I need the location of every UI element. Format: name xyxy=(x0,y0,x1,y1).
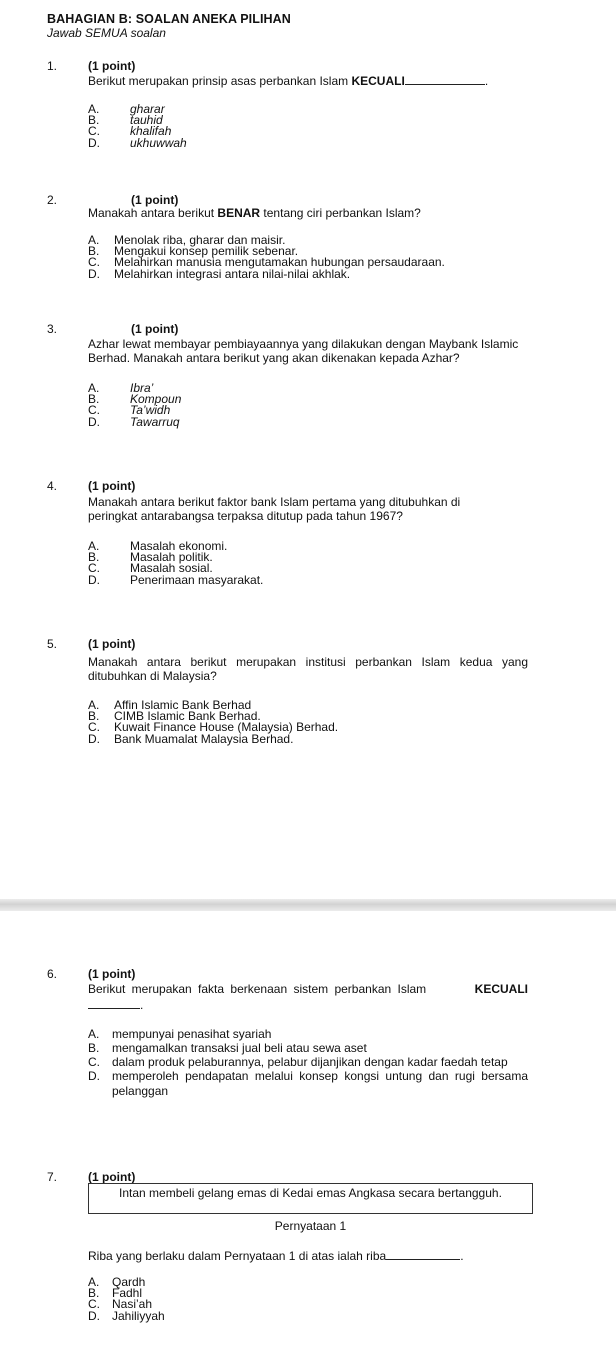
options-list xyxy=(88,104,187,149)
option-letter: A. xyxy=(88,233,100,247)
option-letter: A. xyxy=(88,1027,100,1041)
option-text: Jahiliyyah xyxy=(112,1308,165,1323)
option-b[interactable] xyxy=(88,1041,528,1055)
question-stem: Manakah antara berikut merupakan institusi perbankan Islam kedua yang ditubuhkan di Malaysia? xyxy=(88,655,528,684)
question-stem xyxy=(88,74,558,88)
option-letter: D. xyxy=(88,135,100,150)
question-number: 6. xyxy=(47,967,58,981)
option-letter: A. xyxy=(88,698,100,712)
option-text: Nasi’ah xyxy=(112,1297,153,1312)
stem-end: . xyxy=(484,74,489,88)
question-stem xyxy=(88,982,528,1012)
options-list xyxy=(88,1277,165,1322)
option-text: Ta’widh xyxy=(130,403,171,418)
question-points: (1 point) xyxy=(88,637,136,651)
option-letter: C. xyxy=(88,403,100,418)
option-text: Masalah sosial. xyxy=(130,561,213,576)
option-text: Masalah ekonomi. xyxy=(130,539,228,553)
option-letter: D. xyxy=(88,266,100,281)
option-text: ukhuwwah xyxy=(130,135,187,150)
option-letter: B. xyxy=(88,1286,100,1301)
option-d[interactable] xyxy=(88,135,187,150)
option-text: Melahirkan integrasi antara nilai-nilai akhlak. xyxy=(114,266,351,281)
option-text: khalifah xyxy=(130,124,172,139)
options-list xyxy=(88,383,181,428)
option-text: Melahirkan manusia mengutamakan hubungan persaudaraan. xyxy=(114,255,445,270)
option-letter: A. xyxy=(88,1275,100,1289)
stem-emphasis: BENAR xyxy=(217,206,261,220)
option-text: memperoleh pendapatan melalui konsep kongsi untung dan rugi bersama pelanggan xyxy=(112,1069,528,1098)
options-list xyxy=(88,1027,528,1098)
option-d[interactable] xyxy=(88,1069,528,1097)
option-text: dalam produk pelaburannya, pelabur dijanjikan dengan kadar faedah tetap xyxy=(112,1055,508,1070)
option-letter: A. xyxy=(88,539,100,553)
option-letter: C. xyxy=(88,1297,100,1312)
option-c[interactable] xyxy=(88,1055,528,1069)
answer-blank xyxy=(386,1258,460,1260)
question-number: 5. xyxy=(47,637,58,651)
option-letter: C. xyxy=(88,255,100,270)
question-points: (1 point) xyxy=(88,1170,136,1184)
option-text: Ibra’ xyxy=(130,381,154,395)
question-number: 7. xyxy=(47,1170,58,1184)
section-title: BAHAGIAN B: SOALAN ANEKA PILIHAN xyxy=(47,12,291,26)
page-divider xyxy=(0,899,616,911)
option-d[interactable] xyxy=(88,414,181,429)
stem-end: . xyxy=(140,998,144,1013)
stem-text: Berikut merupakan fakta berkenaan sistem perbankan Islam xyxy=(88,982,427,996)
option-letter: B. xyxy=(88,1041,100,1056)
option-text: Bank Muamalat Malaysia Berhad. xyxy=(114,731,294,746)
question-stem: Azhar lewat membayar pembiayaannya yang dilakukan dengan Maybank Islamic Berhad. Manakah antara berikut yang akan dikenakan kepada Azhar? xyxy=(88,337,519,366)
option-text: Penerimaan masyarakat. xyxy=(130,572,264,587)
options-list xyxy=(88,235,445,280)
stem-text: Berikut merupakan prinsip asas perbankan Islam xyxy=(88,74,352,88)
option-text: Qardh xyxy=(112,1275,146,1289)
statement-text: Intan membeli gelang emas di Kedai emas Angkasa secara bertangguh. xyxy=(119,1186,502,1200)
option-letter: D. xyxy=(88,1308,100,1323)
option-text: tauhid xyxy=(130,113,163,128)
option-letter: B. xyxy=(88,392,100,407)
option-text: Kuwait Finance House (Malaysia) Berhad. xyxy=(114,720,339,735)
question-number: 2. xyxy=(47,193,58,207)
option-text: Kompoun xyxy=(130,392,182,407)
option-letter: C. xyxy=(88,124,100,139)
question-stem xyxy=(88,206,558,220)
statement-box xyxy=(88,1183,533,1214)
option-letter: D. xyxy=(88,731,100,746)
option-letter: C. xyxy=(88,720,100,735)
option-letter: D. xyxy=(88,414,100,429)
option-letter: B. xyxy=(88,550,100,565)
stem-end: tentang ciri perbankan Islam? xyxy=(260,206,421,220)
option-letter: D. xyxy=(88,1069,100,1084)
section-instruction: Jawab SEMUA soalan xyxy=(47,26,166,40)
question-number: 4. xyxy=(47,479,58,493)
option-letter: A. xyxy=(88,381,100,395)
option-text: Affin Islamic Bank Berhad xyxy=(114,698,252,712)
statement-caption: Pernyataan 1 xyxy=(274,1219,347,1233)
stem-text: Manakah antara berikut xyxy=(88,206,218,220)
options-list xyxy=(88,541,263,586)
option-letter: C. xyxy=(88,1055,100,1070)
option-d[interactable] xyxy=(88,1308,165,1323)
option-letter: B. xyxy=(88,709,100,724)
option-text: Masalah politik. xyxy=(130,550,213,565)
option-text: Tawarruq xyxy=(130,414,180,429)
option-letter: C. xyxy=(88,561,100,576)
options-list xyxy=(88,700,338,745)
question-points: (1 point) xyxy=(131,322,179,336)
question-stem xyxy=(88,1249,533,1263)
option-text: gharar xyxy=(130,102,165,116)
option-a[interactable] xyxy=(88,1027,528,1041)
option-letter: B. xyxy=(88,113,100,128)
question-points: (1 point) xyxy=(88,967,136,981)
option-letter: A. xyxy=(88,102,100,116)
option-text: mengamalkan transaksi jual beli atau sewa aset xyxy=(112,1041,367,1056)
option-letter: B. xyxy=(88,244,100,259)
answer-blank xyxy=(405,83,485,85)
option-d[interactable] xyxy=(88,266,445,281)
option-text: Fadhl xyxy=(112,1286,143,1301)
option-text: Mengakui konsep pemilik sebenar. xyxy=(114,244,299,259)
question-number: 1. xyxy=(47,59,58,73)
question-points: (1 point) xyxy=(88,59,136,73)
option-text: CIMB Islamic Bank Berhad. xyxy=(114,709,261,724)
option-d[interactable] xyxy=(88,731,338,746)
stem-end: . xyxy=(460,1249,464,1263)
answer-blank xyxy=(88,1007,140,1009)
stem-emphasis: KECUALI xyxy=(351,74,405,88)
question-stem: Manakah antara berikut faktor bank Islam pertama yang ditubuhkan di peringkat antarabangsa terpaksa ditutup pada tahun 1967? xyxy=(88,495,461,524)
question-number: 3. xyxy=(47,322,58,336)
stem-emphasis: KECUALI xyxy=(474,982,528,996)
question-points: (1 point) xyxy=(131,193,179,207)
question-points: (1 point) xyxy=(88,479,136,493)
option-text: Menolak riba, gharar dan maisir. xyxy=(114,233,286,247)
stem-text: Riba yang berlaku dalam Pernyataan 1 di atas ialah riba xyxy=(88,1249,387,1263)
option-letter: D. xyxy=(88,572,100,587)
option-d[interactable] xyxy=(88,572,264,587)
option-text: mempunyai penasihat syariah xyxy=(112,1027,272,1041)
